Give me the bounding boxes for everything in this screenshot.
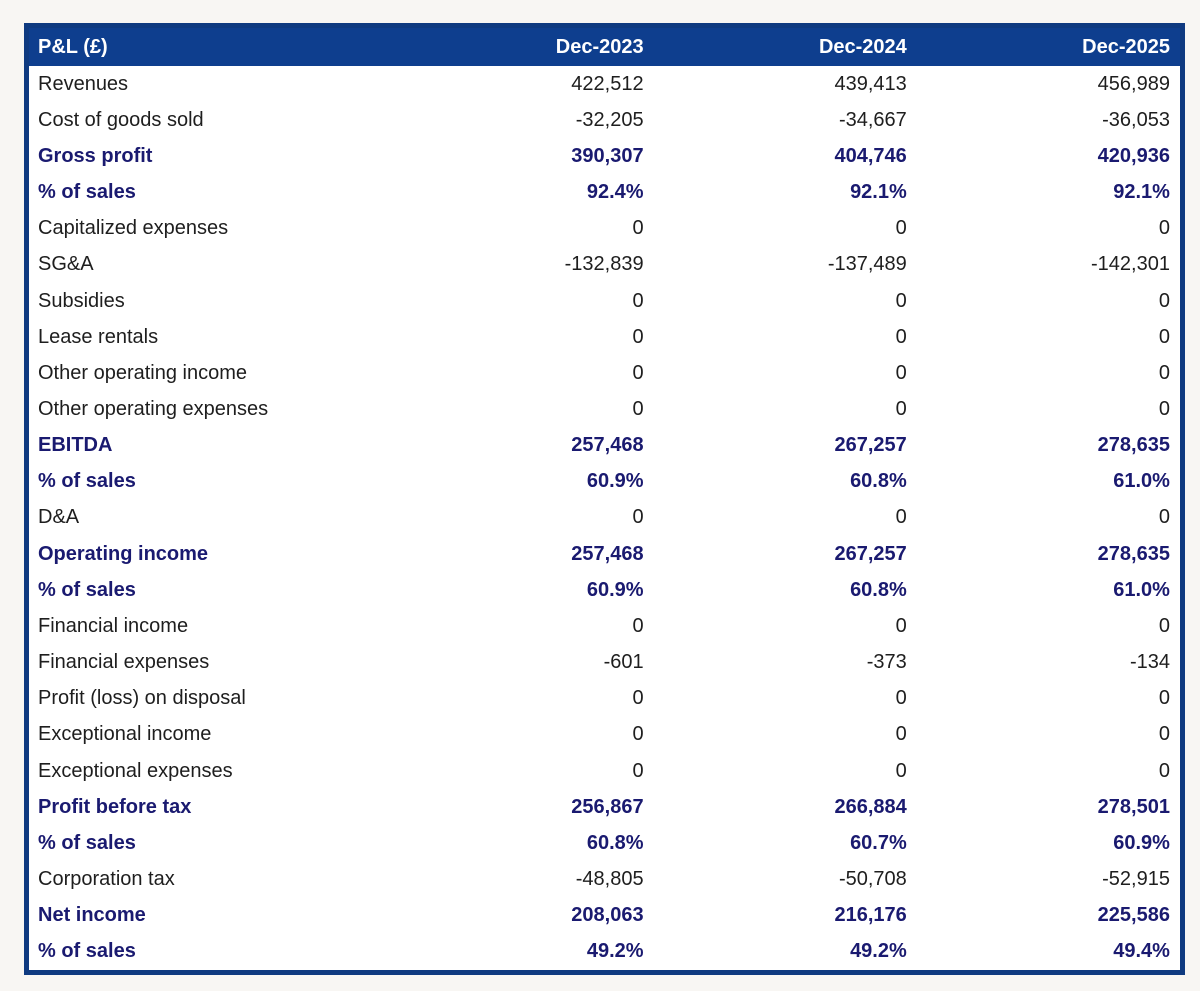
cell-value: 49.2% <box>586 940 644 963</box>
cell-value: 0 <box>1158 361 1170 384</box>
cell-value: 0 <box>632 397 644 420</box>
cell-value: -32,205 <box>575 108 644 131</box>
cell-value: 49.2% <box>850 940 907 963</box>
row-label: Profit before tax <box>38 795 192 818</box>
cell-value: 266,884 <box>834 795 907 818</box>
row-label: Subsidies <box>38 289 125 312</box>
cell-value: 0 <box>895 614 907 637</box>
table-row <box>29 428 1180 464</box>
table-row <box>29 681 1180 717</box>
cell-value: 0 <box>1158 325 1170 348</box>
row-label: % of sales <box>38 470 136 493</box>
cell-value: 267,257 <box>834 434 907 457</box>
table-row <box>29 608 1180 644</box>
row-label: Exceptional expenses <box>38 759 233 782</box>
column-header-dec-2023: Dec-2023 <box>555 35 644 58</box>
cell-value: 267,257 <box>834 542 907 565</box>
row-label: Cost of goods sold <box>38 108 204 131</box>
cell-value: 0 <box>632 289 644 312</box>
cell-value: -132,839 <box>564 253 644 276</box>
cell-value: 49.4% <box>1113 940 1170 963</box>
cell-value: 0 <box>1158 723 1170 746</box>
table-row <box>29 717 1180 753</box>
table-row <box>29 319 1180 355</box>
table-row <box>29 789 1180 825</box>
cell-value: 60.7% <box>850 831 907 854</box>
row-label: Gross profit <box>38 144 153 167</box>
cell-value: 0 <box>895 723 907 746</box>
column-header-dec-2025: Dec-2025 <box>1082 35 1170 58</box>
table-row <box>29 500 1180 536</box>
cell-value: 0 <box>1158 687 1170 710</box>
cell-value: 0 <box>895 217 907 240</box>
row-label: % of sales <box>38 831 136 854</box>
cell-value: 60.9% <box>586 470 644 493</box>
cell-value: 0 <box>895 687 907 710</box>
cell-value: 0 <box>895 289 907 312</box>
cell-value: 0 <box>1158 614 1170 637</box>
row-label: % of sales <box>38 181 136 204</box>
row-label: % of sales <box>38 940 136 963</box>
row-label: Operating income <box>38 542 209 565</box>
row-label: Exceptional income <box>38 723 212 746</box>
cell-value: 0 <box>1158 289 1170 312</box>
cell-value: -34,667 <box>838 108 907 131</box>
cell-value: 0 <box>632 723 644 746</box>
cell-value: -134 <box>1129 651 1170 674</box>
row-label: Capitalized expenses <box>38 217 229 240</box>
row-label: Profit (loss) on disposal <box>38 687 246 710</box>
row-label: Lease rentals <box>38 325 159 348</box>
cell-value: -52,915 <box>1102 868 1170 891</box>
cell-value: 60.9% <box>1113 831 1170 854</box>
table-row <box>29 102 1180 138</box>
cell-value: 0 <box>895 506 907 529</box>
table-row <box>29 283 1180 319</box>
cell-value: 60.9% <box>586 578 644 601</box>
table-row <box>29 355 1180 391</box>
cell-value: 0 <box>632 325 644 348</box>
cell-value: -50,708 <box>838 868 907 891</box>
cell-value: -36,053 <box>1102 108 1170 131</box>
table-row <box>29 464 1180 500</box>
cell-value: 60.8% <box>850 578 907 601</box>
row-label: % of sales <box>38 578 136 601</box>
table-row <box>29 536 1180 572</box>
cell-value: 0 <box>632 759 644 782</box>
table-row <box>29 247 1180 283</box>
row-label: Financial income <box>38 614 189 637</box>
cell-value: 0 <box>1158 506 1170 529</box>
cell-value: 278,501 <box>1097 795 1170 818</box>
cell-value: 0 <box>895 325 907 348</box>
cell-value: 257,468 <box>571 542 644 565</box>
cell-value: 208,063 <box>571 904 644 927</box>
cell-value: 257,468 <box>571 434 644 457</box>
cell-value: 60.8% <box>850 470 907 493</box>
cell-value: 0 <box>1158 759 1170 782</box>
row-label: D&A <box>38 506 80 529</box>
row-label: Other operating income <box>38 361 248 384</box>
cell-value: 0 <box>632 614 644 637</box>
cell-value: 216,176 <box>834 904 907 927</box>
cell-value: 92.1% <box>1113 181 1170 204</box>
cell-value: 0 <box>632 506 644 529</box>
column-header-pnl: P&L (£) <box>38 35 108 58</box>
table-row <box>29 211 1180 247</box>
cell-value: 422,512 <box>571 72 644 95</box>
row-label: Financial expenses <box>38 651 210 674</box>
table-row <box>29 825 1180 861</box>
cell-value: 278,635 <box>1097 434 1170 457</box>
cell-value: 61.0% <box>1113 578 1170 601</box>
cell-value: 0 <box>632 687 644 710</box>
cell-value: 278,635 <box>1097 542 1170 565</box>
cell-value: 92.4% <box>586 181 644 204</box>
row-label: Other operating expenses <box>38 397 269 420</box>
cell-value: 92.1% <box>850 181 907 204</box>
table-row <box>29 861 1180 897</box>
cell-value: -137,489 <box>827 253 907 276</box>
cell-value: 0 <box>895 397 907 420</box>
table-row <box>29 645 1180 681</box>
cell-value: 0 <box>895 759 907 782</box>
cell-value: 420,936 <box>1097 144 1170 167</box>
row-label: Net income <box>38 904 146 927</box>
row-label: EBITDA <box>38 434 113 457</box>
cell-value: 0 <box>1158 397 1170 420</box>
cell-value: 0 <box>1158 217 1170 240</box>
row-label: SG&A <box>38 253 94 276</box>
table-row <box>29 66 1180 102</box>
row-label: Revenues <box>38 72 129 95</box>
cell-value: 404,746 <box>834 144 907 167</box>
cell-value: -373 <box>866 651 907 674</box>
cell-value: -142,301 <box>1091 253 1170 276</box>
cell-value: 256,867 <box>571 795 644 818</box>
cell-value: 0 <box>895 361 907 384</box>
cell-value: -601 <box>603 651 644 674</box>
table-row <box>29 572 1180 608</box>
table-row <box>29 391 1180 427</box>
table-row <box>29 898 1180 934</box>
cell-value: 0 <box>632 217 644 240</box>
table-header-row <box>29 28 1180 66</box>
row-label: Corporation tax <box>38 868 175 891</box>
cell-value: 439,413 <box>834 72 907 95</box>
pnl-table <box>24 23 1185 975</box>
cell-value: 60.8% <box>586 831 644 854</box>
table-row <box>29 934 1180 970</box>
cell-value: -48,805 <box>575 868 644 891</box>
cell-value: 0 <box>632 361 644 384</box>
column-header-dec-2024: Dec-2024 <box>818 35 907 58</box>
table-row <box>29 138 1180 174</box>
cell-value: 456,989 <box>1097 72 1170 95</box>
cell-value: 225,586 <box>1097 904 1170 927</box>
table-body <box>29 66 1180 970</box>
cell-value: 61.0% <box>1113 470 1170 493</box>
cell-value: 390,307 <box>571 144 644 167</box>
table-row <box>29 753 1180 789</box>
table-row <box>29 174 1180 210</box>
